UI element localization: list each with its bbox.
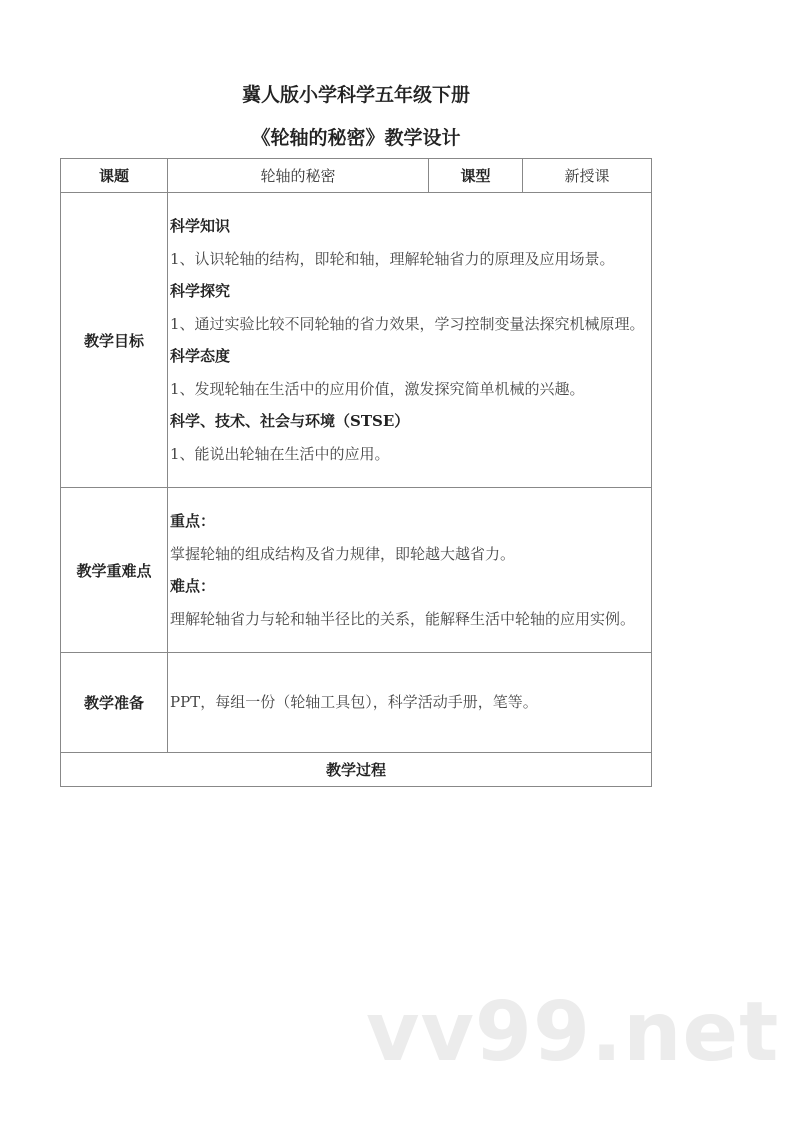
objective-item: 1、发现轮轴在生活中的应用价值，激发探究简单机械的兴趣。 (170, 379, 585, 398)
table-row-preparation (61, 653, 652, 753)
watermark: vv99.net (366, 985, 780, 1080)
key-text: 掌握轮轴的组成结构及省力规律，即轮越大越省力。 (170, 544, 516, 563)
objective-item: 1、能说出轮轴在生活中的应用。 (170, 444, 390, 463)
difficult-text: 理解轮轴省力与轮和轴半径比的关系，能解释生活中轮轴的应用实例。 (170, 609, 636, 628)
objectives-content (168, 193, 652, 488)
topic-label: 课题 (61, 159, 168, 193)
objective-heading: 科学知识 (170, 217, 231, 235)
lesson-plan-table (60, 158, 652, 787)
preparation-label: 教学准备 (61, 653, 168, 753)
objective-item: 1、认识轮轴的结构，即轮和轴，理解轮轴省力的原理及应用场景。 (170, 249, 615, 268)
table-row-process (61, 753, 652, 787)
document-subtitle: 《轮轴的秘密》教学设计 (251, 127, 461, 149)
table-row-objectives (61, 193, 652, 488)
type-value: 新授课 (523, 159, 652, 193)
table-row-key-points (61, 488, 652, 653)
objective-heading: 科学探究 (170, 282, 231, 300)
type-label: 课型 (429, 159, 523, 193)
objective-heading: 科学态度 (170, 347, 231, 365)
key-heading: 重点： (170, 512, 216, 530)
key-points-label: 教学重难点 (61, 488, 168, 653)
table-row-topic (61, 159, 652, 193)
process-label: 教学过程 (61, 753, 652, 787)
objectives-label: 教学目标 (61, 193, 168, 488)
document-title: 冀人版小学科学五年级下册 (241, 84, 470, 106)
objective-heading: 科学、技术、社会与环境（STSE） (170, 412, 410, 430)
topic-value: 轮轴的秘密 (168, 159, 429, 193)
preparation-text: PPT，每组一份（轮轴工具包），科学活动手册，笔等。 (168, 653, 652, 753)
difficult-heading: 难点： (170, 577, 216, 595)
key-points-content (168, 488, 652, 653)
objective-item: 1、通过实验比较不同轮轴的省力效果，学习控制变量法探究机械原理。 (170, 314, 645, 333)
